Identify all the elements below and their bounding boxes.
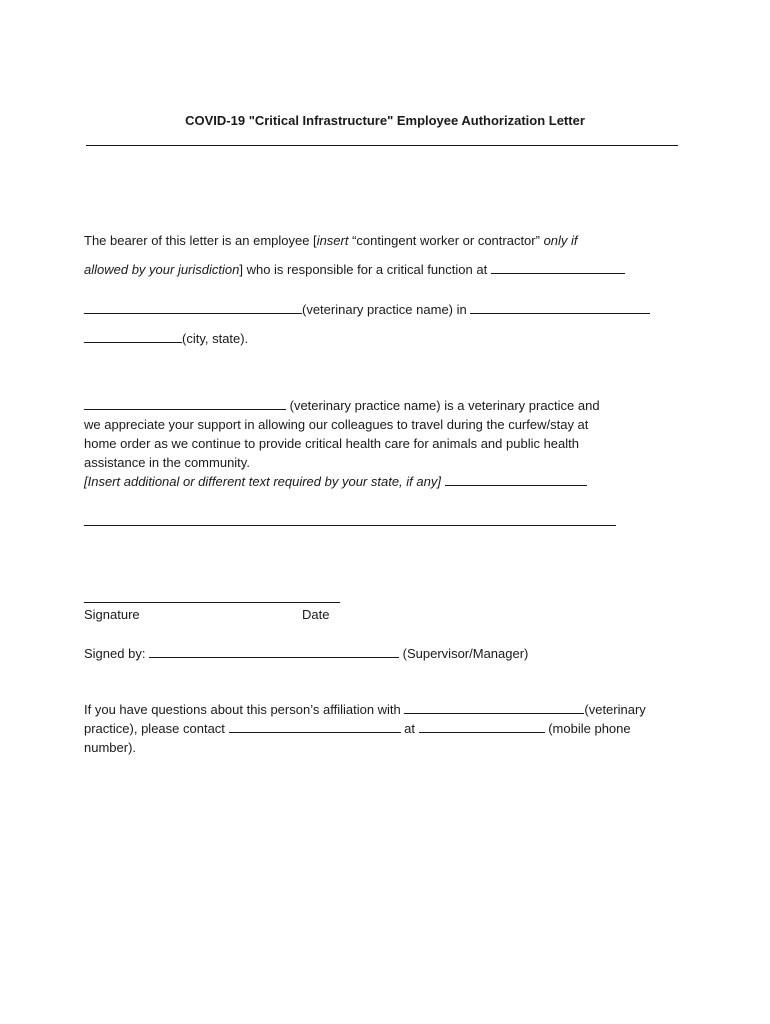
para1-text-practice-in: (veterinary practice name) in	[302, 302, 471, 317]
contact-line1	[84, 700, 646, 719]
signed-by-label: Signed by:	[84, 646, 150, 661]
additional-text-full-line[interactable]	[84, 525, 616, 526]
para1-text-insert: insert	[316, 233, 349, 248]
title-divider	[86, 145, 678, 146]
signed-by-line	[84, 644, 528, 663]
contact-text-affiliation: If you have questions about this person’s affiliation with	[84, 702, 405, 717]
para1-line2	[84, 260, 625, 279]
para2-line1	[84, 396, 600, 415]
para1-line3	[84, 300, 650, 319]
contact-text-veterinary: (veterinary	[584, 702, 646, 717]
para2-line4: assistance in the community.	[84, 455, 250, 470]
para2-line5	[84, 472, 587, 491]
para1-text-contingent: “contingent worker or contractor”	[348, 233, 544, 248]
para2-line2: we appreciate your support in allowing our colleagues to travel during the curfew/stay at	[84, 417, 589, 432]
signature-label: Signature	[84, 607, 140, 622]
contact-text-please-contact: practice), please contact	[84, 721, 229, 736]
signature-line[interactable]	[84, 602, 340, 603]
para1-text-only-if: only if	[543, 233, 578, 248]
para1-text-jurisdiction: allowed by your jurisdiction	[84, 262, 240, 277]
critical-function-location-blank[interactable]	[491, 261, 625, 274]
para1-text-a: The bearer of this letter is an employee [	[84, 233, 317, 248]
contact-line2	[84, 719, 631, 738]
location-blank[interactable]	[470, 301, 650, 314]
mobile-phone-blank[interactable]	[419, 720, 545, 733]
additional-text-blank[interactable]	[445, 473, 587, 486]
contact-text-mobile: (mobile phone	[544, 721, 631, 736]
para1-text-city-state: (city, state).	[182, 331, 249, 346]
signed-by-blank[interactable]	[149, 645, 399, 658]
city-state-blank[interactable]	[84, 330, 182, 343]
affiliation-practice-blank[interactable]	[404, 701, 584, 714]
supervisor-label: (Supervisor/Manager)	[399, 646, 529, 661]
para1-line1	[84, 231, 578, 250]
letter-title: COVID-19 "Critical Infrastructure" Employee Authorization Letter	[185, 113, 585, 128]
para2-text-insert-additional: [Insert additional or different text required by your state, if any]	[84, 474, 445, 489]
para2-line3: home order as we continue to provide critical health care for animals and public health	[84, 436, 579, 451]
contact-text-at: at	[400, 721, 419, 736]
date-label: Date	[302, 607, 330, 622]
para1-line4	[84, 329, 248, 348]
veterinary-practice-name-blank[interactable]	[84, 301, 302, 314]
practice-name-blank-2[interactable]	[84, 397, 286, 410]
para1-text-critical-function: ] who is responsible for a critical function at	[239, 262, 491, 277]
para2-text-1: (veterinary practice name) is a veterinary practice and	[286, 398, 600, 413]
contact-line3: number).	[84, 740, 137, 755]
contact-name-blank[interactable]	[229, 720, 401, 733]
